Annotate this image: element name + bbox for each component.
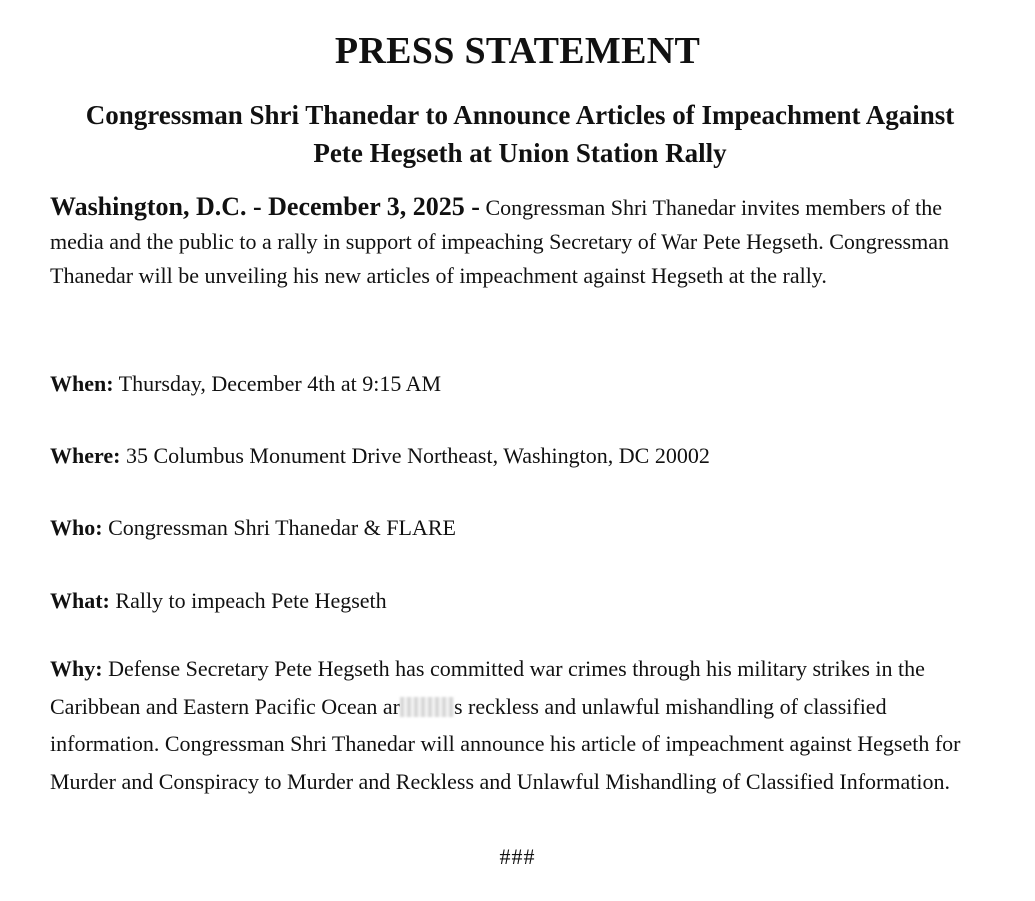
who-label: Who: <box>50 515 103 540</box>
why-value-part2: s reckless and unlawful mishandling of classified information. Congressman Shri Thanedar will announce his article of impeachment against Hegseth for Murder and Conspiracy to Murder and Reckless and Unlawful Mishandling of Classified Information. <box>50 693 961 794</box>
press-statement-heading: PRESS STATEMENT <box>334 30 701 72</box>
what-field <box>50 584 995 618</box>
intro-text: Congressman Shri Thanedar invites members of the media and the public to a rally in support of impeaching Secretary of War Pete Hegseth. Congressman Thanedar will be unveiling his new articles of impeachment against Hegseth at the rally. <box>50 195 949 288</box>
when-field <box>50 367 995 401</box>
end-mark: ### <box>499 844 536 869</box>
redacted-text-blur <box>400 697 454 717</box>
why-value-part1: Defense Secretary Pete Hegseth has committed war crimes through his military strikes in the Caribbean and Eastern Pacific Ocean ar <box>50 656 925 719</box>
where-field <box>50 439 995 473</box>
dateline: Washington, D.C. - December 3, 2025 - <box>50 192 480 221</box>
why-field <box>50 650 985 800</box>
when-value: Thursday, December 4th at 9:15 AM <box>113 371 442 396</box>
press-statement-subheading: Congressman Shri Thanedar to Announce Articles of Impeachment Against Pete Hegseth at Union Station Rally <box>85 100 955 168</box>
why-label: Why: <box>50 656 103 681</box>
what-label: What: <box>50 588 110 613</box>
who-field <box>50 511 995 545</box>
intro-paragraph <box>50 190 995 293</box>
where-label: Where: <box>50 443 121 468</box>
where-value: 35 Columbus Monument Drive Northeast, Washington, DC 20002 <box>120 443 710 468</box>
what-value: Rally to impeach Pete Hegseth <box>109 588 387 613</box>
who-value: Congressman Shri Thanedar & FLARE <box>102 515 456 540</box>
when-label: When: <box>50 371 114 396</box>
